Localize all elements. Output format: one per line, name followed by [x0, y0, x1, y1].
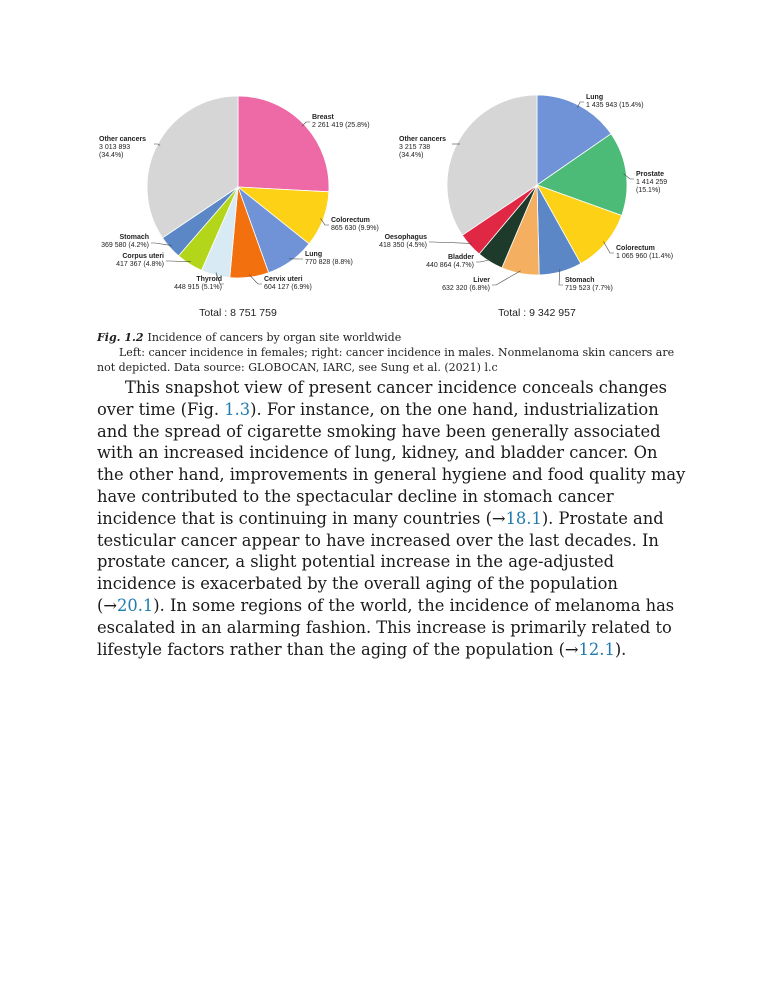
chart-total-label: Total : 8 751 759 — [199, 307, 277, 319]
slice-label-value: 3 215 738 — [399, 144, 431, 151]
body-paragraph-block — [97, 377, 687, 660]
slice-label-name: Thyroid — [196, 276, 222, 283]
figure-caption — [97, 330, 687, 375]
body-text-5: ). — [614, 639, 627, 659]
pie-chart-figure — [92, 84, 682, 324]
body-text-3: ). Prostate and testicular cancer appear to have increased over the last decades. In prostate cancer, a slight potential increase in the age-adjusted incidence is exacerbated by the overall aging of the population (→ — [97, 508, 664, 615]
slice-label-name: Lung — [586, 94, 604, 101]
slice-label-name: Bladder — [447, 254, 474, 261]
slice-label-name: Stomach — [565, 277, 595, 284]
slice-label-name: Corpus uteri — [122, 253, 164, 260]
slice-label-value: 719 523 (7.7%) — [565, 285, 613, 292]
slice-label-name: Prostate — [636, 171, 665, 178]
slice-label-name: Lung — [305, 251, 323, 258]
slice-label-value: 2 261 419 (25.8%) — [312, 122, 370, 129]
slice-label-value: 604 127 (6.9%) — [264, 284, 312, 291]
slice-label-name: Stomach — [119, 234, 149, 241]
pie-charts-svg — [92, 84, 682, 324]
slice-label-value: 1 065 960 (11.4%) — [616, 253, 674, 260]
slice-label-name: Other cancers — [99, 136, 147, 143]
caption-title: Incidence of cancers by organ site worldwide — [147, 331, 402, 344]
slice-label-value: 1 414 259 — [636, 179, 668, 186]
slice-label-name: Liver — [473, 277, 490, 284]
body-text-1: This snapshot view of present cancer incidence conceals changes over time (Fig. — [97, 378, 667, 419]
slice-label-value: 448 915 (5.1%) — [174, 284, 222, 291]
slice-label-value: 3 013 893 — [99, 144, 131, 151]
slice-label-percent: (34.4%) — [99, 152, 124, 159]
caption-note: Left: cancer incidence in females; right: cancer incidence in males. Nonmelanoma skin cancers are not depicted. Data source: GLOBOCAN, IARC, see Sung et al. (2021) l.c — [97, 346, 675, 374]
pie-slice-breast-chart1 — [238, 96, 329, 192]
leader-line — [429, 242, 472, 243]
slice-label-name: Other cancers — [399, 136, 447, 143]
slice-label-value: 770 828 (8.8%) — [305, 259, 353, 266]
slice-label-value: 865 630 (9.9%) — [331, 225, 379, 232]
body-paragraph — [97, 377, 687, 660]
slice-label-value: 369 580 (4.2%) — [101, 242, 149, 249]
slice-label-value: 440 864 (4.7%) — [426, 262, 474, 269]
chart-total-label: Total : 9 342 957 — [498, 307, 576, 319]
leader-line — [492, 271, 521, 285]
caption-figure-number: Fig. 1.2 — [97, 331, 144, 344]
slice-label-name: Oesophagus — [384, 234, 427, 241]
slice-label-name: Cervix uteri — [264, 276, 303, 283]
section-reference-link-18-1[interactable]: 18.1 — [505, 508, 542, 528]
slice-label-value: 418 350 (4.5%) — [379, 242, 427, 249]
slice-label-value: 417 367 (4.8%) — [116, 261, 164, 268]
section-reference-link-12-1[interactable]: 12.1 — [578, 639, 615, 659]
slice-label-value: 632 320 (6.8%) — [442, 285, 490, 292]
slice-label-name: Colorectum — [331, 217, 370, 224]
figure-reference-link[interactable]: 1.3 — [224, 399, 251, 419]
body-text-2: ). For instance, on the one hand, industrialization and the spread of cigarette smoking have been generally associated with an increased incidence of lung, kidney, and bladder cancer. On the other hand, improvements in general hygiene and food quality may have contributed to the spectacular decline in stomach cancer incidence that is continuing in many countries (→ — [97, 399, 686, 528]
slice-label-name: Colorectum — [616, 245, 655, 252]
section-reference-link-20-1[interactable]: 20.1 — [117, 595, 154, 615]
slice-label-name: Breast — [312, 114, 334, 121]
slice-label-percent: (15.1%) — [636, 187, 661, 194]
body-text-4: ). In some regions of the world, the incidence of melanoma has escalated in an alarming fashion. This increase is primarily related to lifestyle factors rather than the aging of the population (→ — [97, 595, 675, 659]
slice-label-value: 1 435 943 (15.4%) — [586, 102, 644, 109]
slice-label-percent: (34.4%) — [399, 152, 424, 159]
